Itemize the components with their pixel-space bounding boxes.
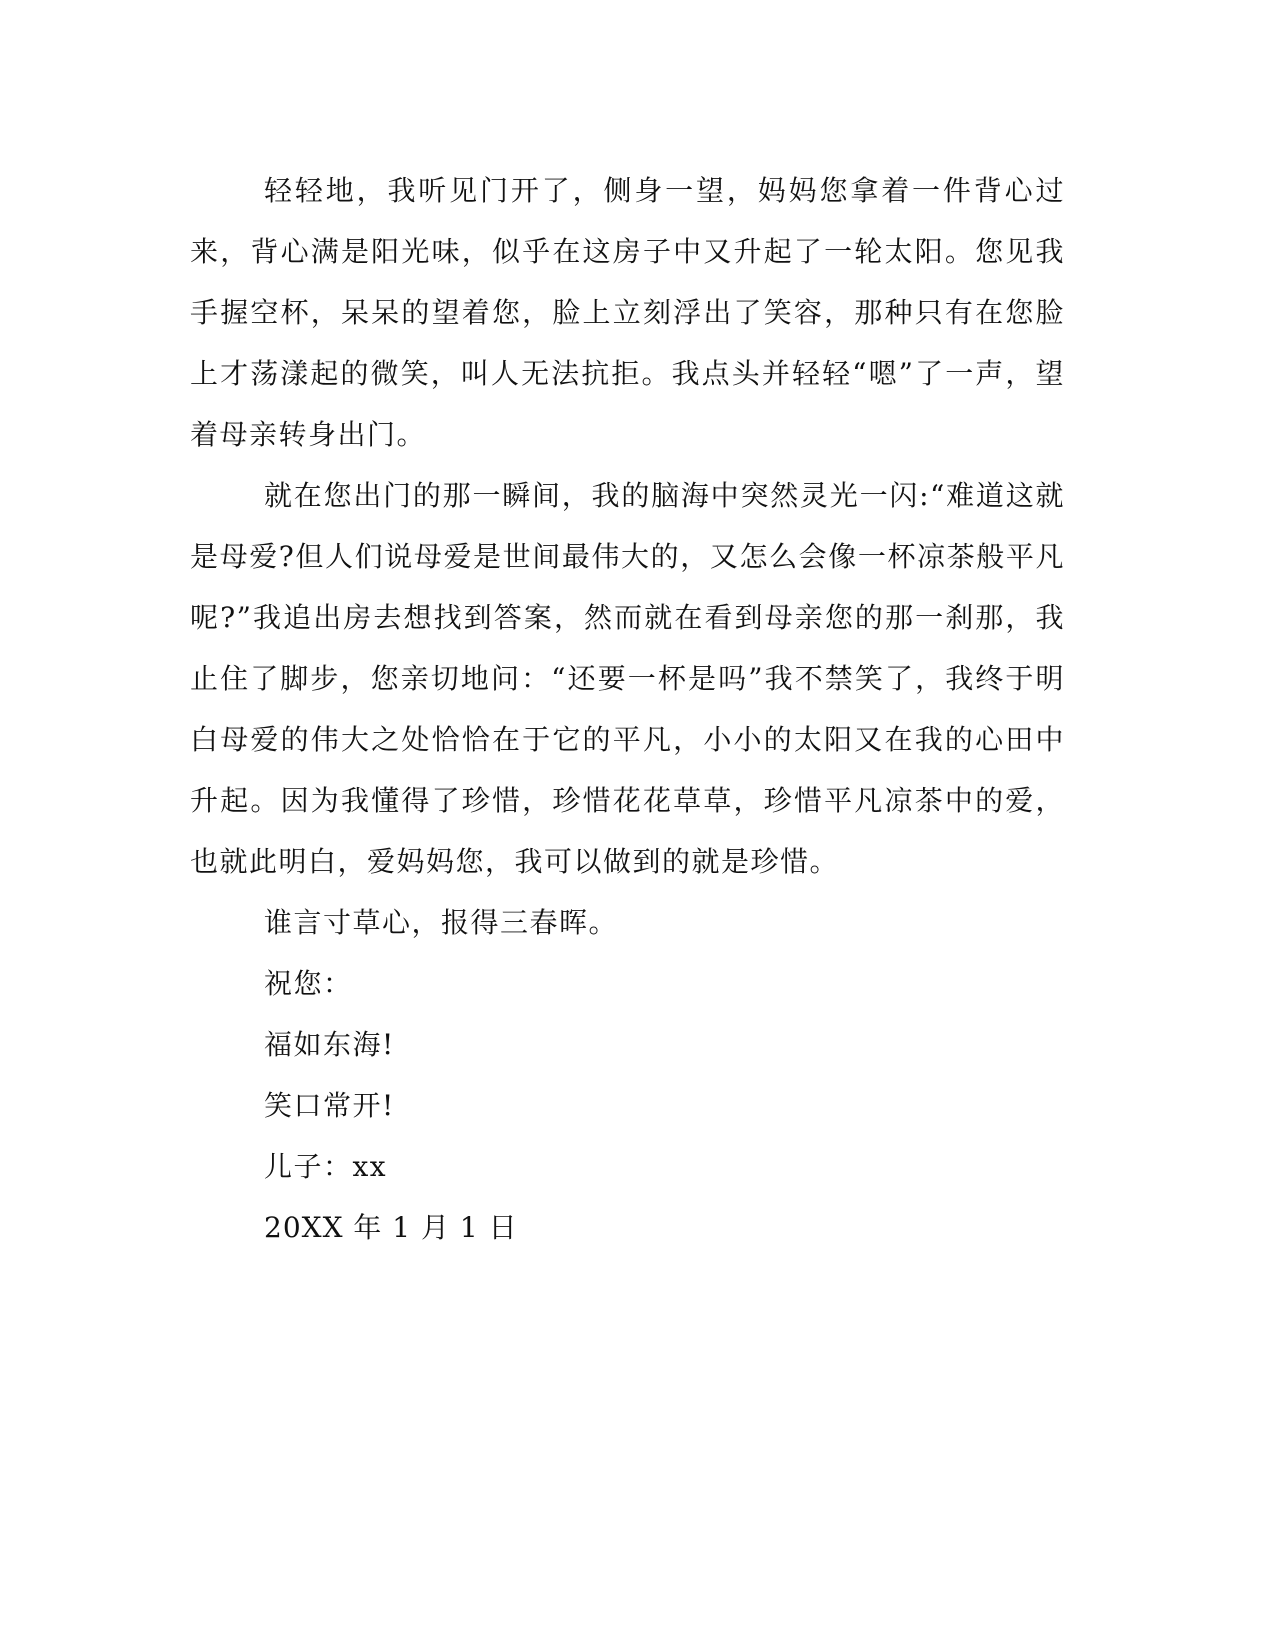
wish-line-2: 笑口常开!: [264, 1089, 395, 1122]
closing-quote: 谁言寸草心，报得三春晖。: [264, 906, 619, 939]
wish-intro: 祝您：: [264, 967, 353, 1000]
letter-body: [190, 160, 1065, 1258]
signature: 儿子：xx: [264, 1150, 388, 1183]
wish-line-1: 福如东海!: [264, 1028, 395, 1061]
paragraph-1: 轻轻地，我听见门开了，侧身一望，妈妈您拿着一件背心过来，背心满是阳光味，似乎在这房子中又升起了一轮太阳。您见我手握空杯，呆呆的望着您，脸上立刻浮出了笑容，那种只有在您脸上才荡漾起的微笑，叫人无法抗拒。我点头并轻轻“嗯”了一声，望着母亲转身出门。: [190, 174, 1065, 451]
letter-date: 20XX 年 1 月 1 日: [264, 1211, 518, 1244]
paragraph-2: 就在您出门的那一瞬间，我的脑海中突然灵光一闪:“难道这就是母爱?但人们说母爱是世间最伟大的，又怎么会像一杯凉茶般平凡呢?”我追出房去想找到答案，然而就在看到母亲您的那一刹那，我止住了脚步，您亲切地问：“还要一杯是吗”我不禁笑了，我终于明白母爱的伟大之处恰恰在于它的平凡，小小的太阳又在我的心田中升起。因为我懂得了珍惜，珍惜花花草草，珍惜平凡凉茶中的爱，也就此明白，爱妈妈您，我可以做到的就是珍惜。: [190, 479, 1065, 878]
